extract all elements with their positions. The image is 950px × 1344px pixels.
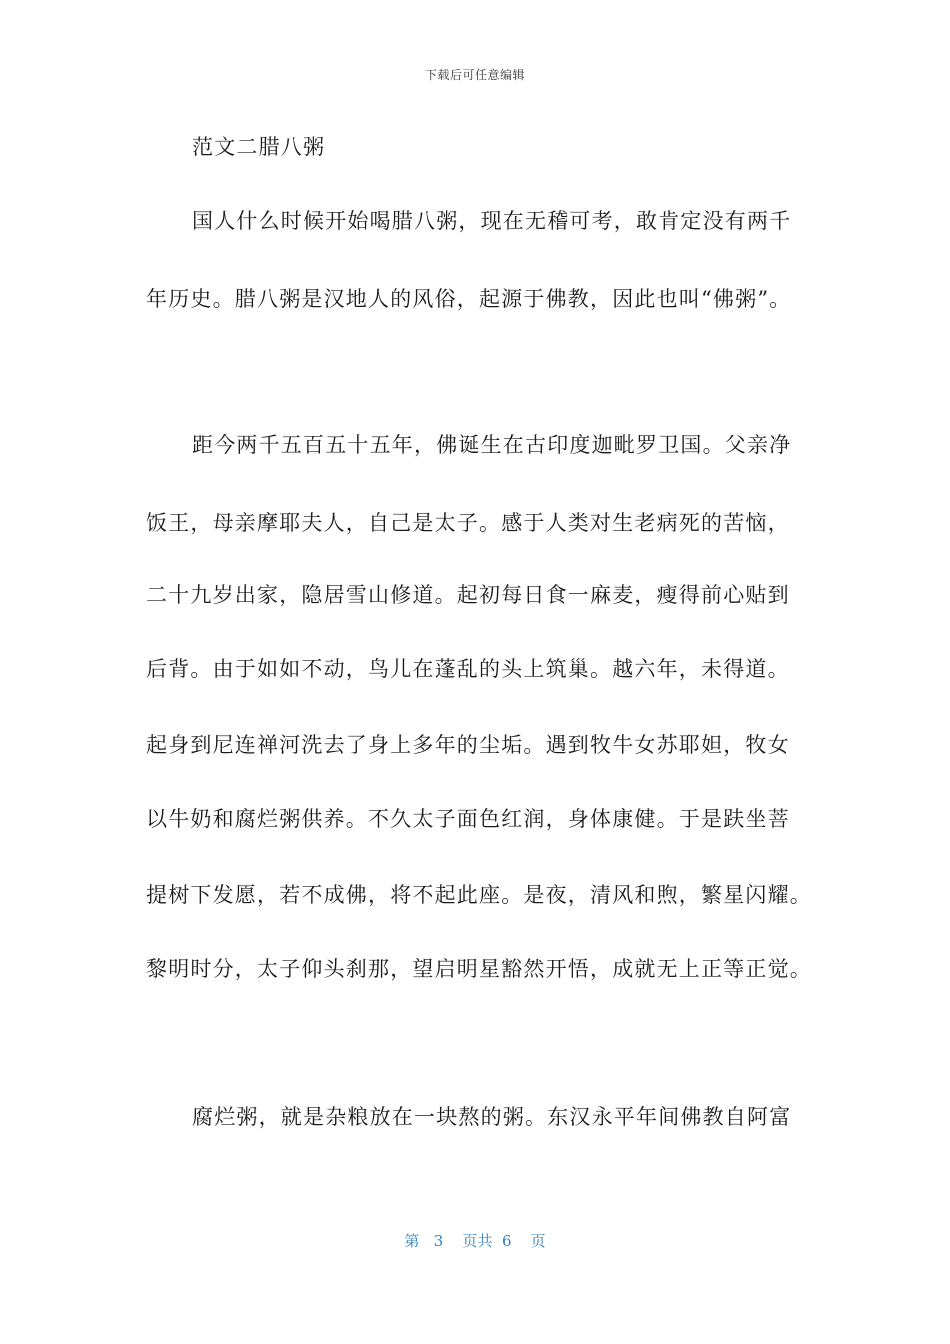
page-footer xyxy=(0,1230,950,1251)
paragraph-line: 黎明时分，太子仰头刹那，望启明星豁然开悟，成就无上正等正觉。 xyxy=(146,957,812,981)
page-header: 下载后可任意编辑 xyxy=(424,68,525,82)
paragraph-line: 国人什么时候开始喝腊八粥，现在无稽可考，敢肯定没有两千 xyxy=(192,209,792,233)
paragraph-line: 起身到尼连禅河洗去了身上多年的尘垢。遇到牧牛女苏耶妲，牧女 xyxy=(146,733,790,757)
paragraph-line: 距今两千五百五十五年，佛诞生在古印度迦毗罗卫国。父亲净 xyxy=(192,433,792,457)
paragraph-line: 以牛奶和腐烂粥供养。不久太子面色红润，身体康健。于是趺坐菩 xyxy=(146,807,790,831)
section-title: 范文二腊八粥 xyxy=(192,135,326,159)
paragraph-line: 腐烂粥，就是杂粮放在一块熬的粥。东汉永平年间佛教自阿富 xyxy=(192,1105,792,1129)
page-label-mid: 页共 xyxy=(462,1232,493,1250)
total-page-number: 6 xyxy=(501,1232,512,1250)
paragraph-line: 二十九岁出家，隐居雪山修道。起初每日食一麻麦，瘦得前心贴到 xyxy=(146,583,790,607)
current-page-number: 3 xyxy=(433,1232,444,1250)
page-label-prefix: 第 xyxy=(404,1232,420,1250)
paragraph-line: 饭王，母亲摩耶夫人，自己是太子。感于人类对生老病死的苦恼， xyxy=(146,511,790,535)
page-label-suffix: 页 xyxy=(530,1232,546,1250)
paragraph-line: 提树下发愿，若不成佛，将不起此座。是夜，清风和煦，繁星闪耀。 xyxy=(146,883,812,907)
paragraph-line: 后背。由于如如不动，鸟儿在蓬乱的头上筑巢。越六年，未得道。 xyxy=(146,657,790,681)
paragraph-line: 年历史。腊八粥是汉地人的风俗，起源于佛教，因此也叫“佛粥”。 xyxy=(146,287,792,311)
